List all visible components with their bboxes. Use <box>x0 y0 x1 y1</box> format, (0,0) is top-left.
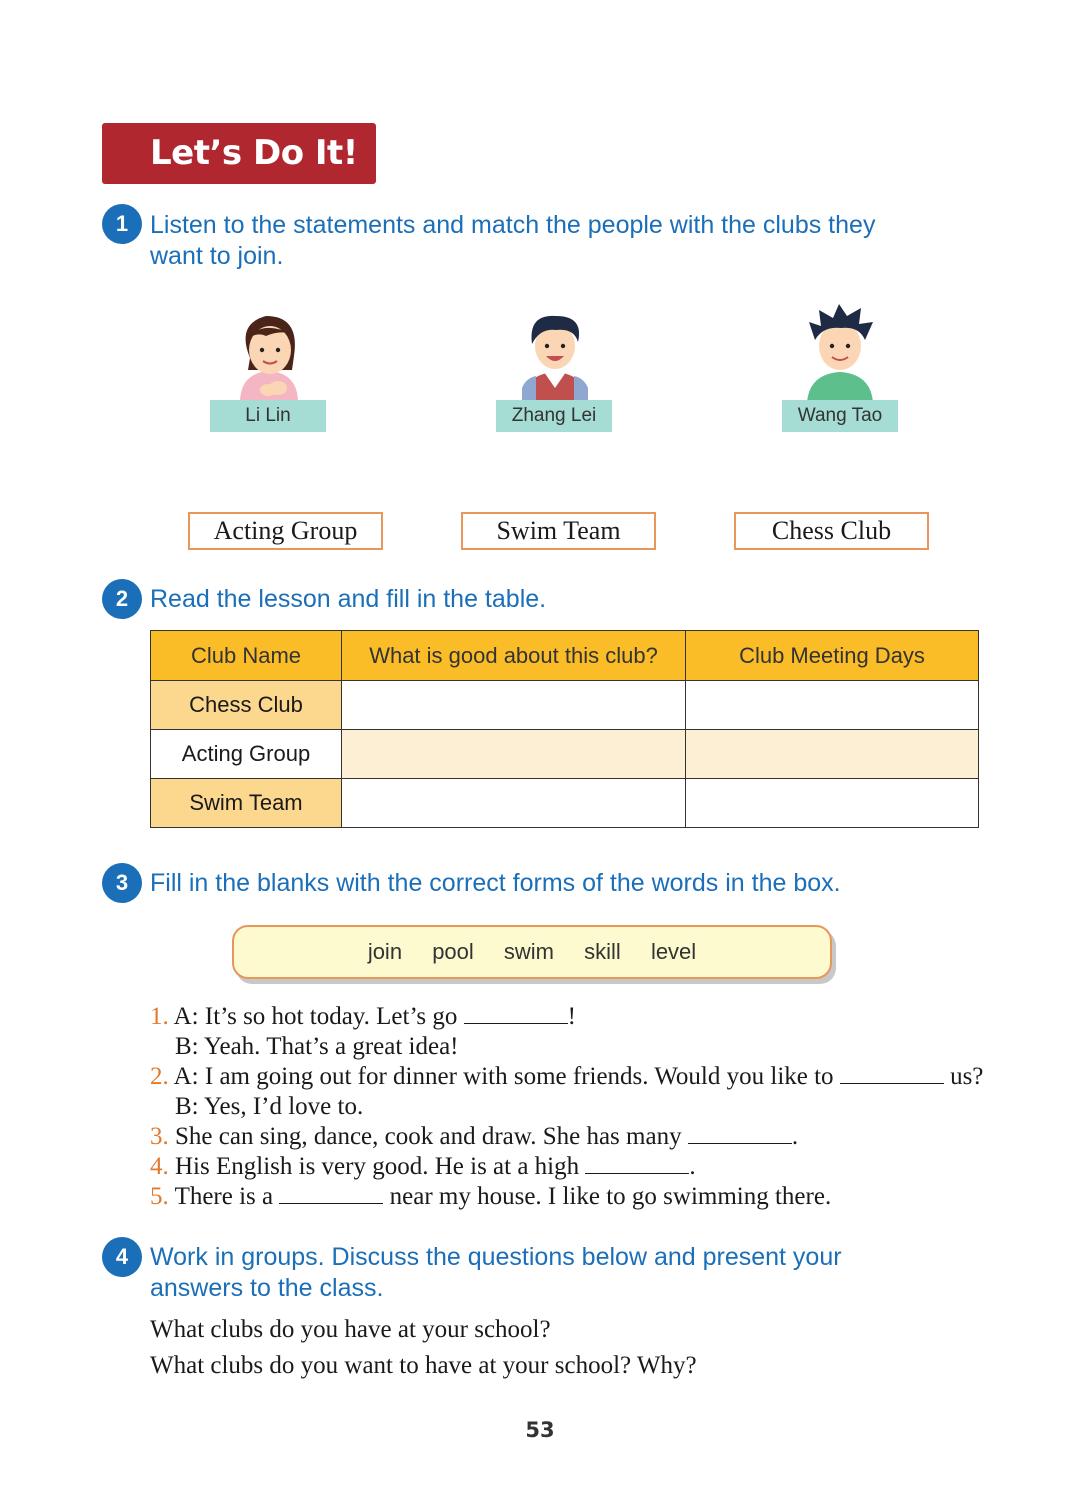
exercise-3 <box>150 1122 798 1152</box>
cell-acting-good[interactable] <box>342 730 686 779</box>
exercise-number: 2. <box>150 1063 169 1090</box>
word-skill: skill <box>584 939 621 964</box>
word-pool: pool <box>432 939 474 964</box>
section-1-instruction <box>150 210 875 272</box>
exercise-response: B: Yeah. That’s a great idea! <box>175 1033 459 1060</box>
exercise-text: His English is very good. He is at a high <box>175 1153 586 1180</box>
header-what-is-good: What is good about this club? <box>342 631 686 681</box>
word-box <box>232 925 832 979</box>
exercise-text-end: . <box>689 1153 696 1180</box>
word-swim: swim <box>503 939 555 964</box>
club-box-chess-club: Chess Club <box>734 512 929 550</box>
section-2-number: 2 <box>102 579 142 619</box>
blank[interactable] <box>464 1003 568 1024</box>
club-box-swim-team: Swim Team <box>461 512 656 550</box>
exercise-number: 5. <box>150 1183 169 1210</box>
wang-tao-illustration <box>781 300 899 403</box>
exercise-text-end: ! <box>567 1003 576 1030</box>
cell-swim-days[interactable] <box>686 779 979 828</box>
exercise-4 <box>150 1152 696 1182</box>
exercise-text: She can sing, dance, cook and draw. She has many <box>175 1123 688 1150</box>
cell-acting-days[interactable] <box>686 730 979 779</box>
discussion-question-2: What clubs do you want to have at your school? Why? <box>150 1352 697 1379</box>
section-4-instruction <box>150 1242 842 1304</box>
section-1-line-2: want to join. <box>150 242 284 270</box>
exercise-text-end: . <box>791 1123 799 1150</box>
club-box-acting-group: Acting Group <box>188 512 383 550</box>
blank[interactable] <box>585 1153 689 1174</box>
exercise-number: 1. <box>150 1003 169 1030</box>
discussion-question-1: What clubs do you have at your school? <box>150 1316 551 1343</box>
lets-do-it-banner: Let’s Do It! <box>102 123 376 184</box>
section-4-line-2: answers to the class. <box>150 1274 384 1302</box>
exercise-5 <box>150 1182 831 1212</box>
exercise-number: 3. <box>150 1123 169 1150</box>
exercise-text: A: I am going out for dinner with some friends. Would you like to <box>173 1063 840 1090</box>
cell-swim-good[interactable] <box>342 779 686 828</box>
exercise-text: There is a <box>174 1183 280 1210</box>
section-3-number: 3 <box>102 863 142 903</box>
exercise-text: A: It’s so hot today. Let’s go <box>173 1003 464 1030</box>
exercise-text-end: near my house. I like to go swimming there. <box>383 1183 832 1210</box>
section-3-instruction: Fill in the blanks with the correct forms of the words in the box. <box>150 869 841 897</box>
page-number: 53 <box>525 1418 555 1442</box>
person-label-li-lin: Li Lin <box>210 400 326 432</box>
exercise-2 <box>150 1062 983 1122</box>
section-4-line-1: Work in groups. Discuss the questions below and present your <box>150 1243 842 1271</box>
exercise-response: B: Yes, I’d love to. <box>175 1093 364 1120</box>
cell-chess-good[interactable] <box>342 681 686 730</box>
exercise-1 <box>150 1002 576 1062</box>
section-2-instruction: Read the lesson and fill in the table. <box>150 585 547 613</box>
row-label-chess-club: Chess Club <box>151 681 342 730</box>
exercise-number: 4. <box>150 1153 169 1180</box>
word-level: level <box>650 939 697 964</box>
person-label-wang-tao: Wang Tao <box>782 400 898 432</box>
exercise-text-end: us? <box>943 1063 984 1090</box>
li-lin-illustration <box>210 308 328 403</box>
section-4-number: 4 <box>102 1237 142 1277</box>
section-1-line-1: Listen to the statements and match the people with the clubs they <box>150 211 876 239</box>
cell-chess-days[interactable] <box>686 681 979 730</box>
zhang-lei-illustration <box>496 308 614 403</box>
section-1-number: 1 <box>102 204 142 244</box>
person-label-zhang-lei: Zhang Lei <box>496 400 612 432</box>
club-table <box>150 630 979 828</box>
blank[interactable] <box>840 1063 944 1084</box>
header-club-name: Club Name <box>151 631 342 681</box>
row-label-swim-team: Swim Team <box>151 779 342 828</box>
row-label-acting-group: Acting Group <box>151 730 342 779</box>
word-join: join <box>367 939 403 964</box>
blank[interactable] <box>279 1183 383 1204</box>
blank[interactable] <box>688 1123 792 1144</box>
header-meeting-days: Club Meeting Days <box>686 631 979 681</box>
